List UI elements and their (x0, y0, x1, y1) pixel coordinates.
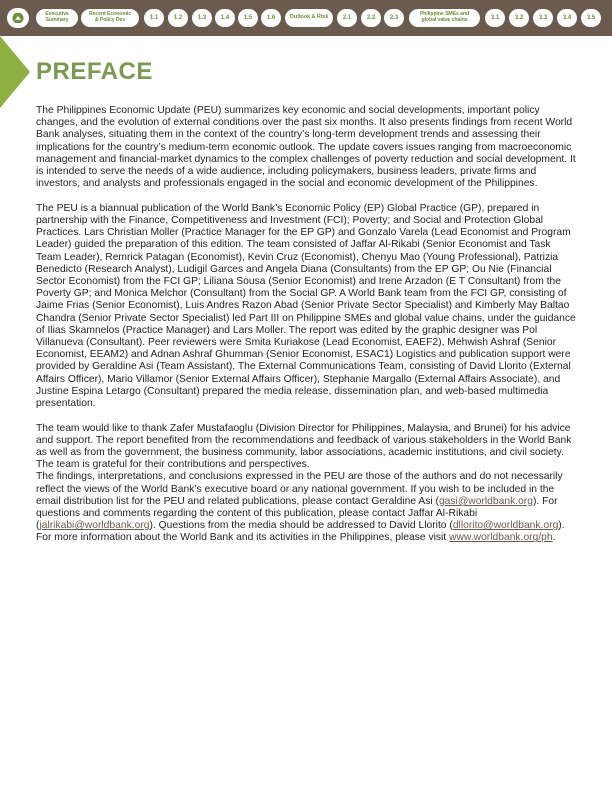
home-button[interactable] (7, 8, 29, 28)
website-link[interactable]: www.worldbank.org/ph (449, 532, 553, 544)
nav-label-line: global value chains (421, 17, 468, 23)
nav-label-line: Summary (45, 17, 69, 23)
text-segment: The findings, interpretations, and conclusions expressed in the PEU are those of the authors and do not necessarily reflect the views of the World Bank’s executive board or any national government. If you wish to be included in the email distribution list for the PEU and related publications, please contact Geraldine Asi ( (36, 471, 563, 507)
nav-section-3-5[interactable]: 3.5 (581, 9, 601, 27)
paragraph-overview: The Philippines Economic Update (PEU) summarizes key economic and social developments, important policy changes, and the evolution of external conditions over the past six months. It also presents findings from recent World Bank analyses, situating them in the context of the country’s long-term development trends and assessing their implications for the country’s medium-term economic outlook. The update covers issues ranging from macroeconomic management and financial-market dynamics to the complex challenges of poverty reduction and social development. It is intended to serve the needs of a wide audience, including policymakers, business leaders, private firms and investors, and analysts and professionals engaged in the social and economic development of the Philippines. (36, 105, 576, 190)
nav-section-3-4[interactable]: 3.4 (557, 9, 577, 27)
nav-label-line: Recent Economic (88, 11, 132, 18)
email-link-dllorito[interactable]: dllorito@worldbank.org (452, 520, 559, 532)
paragraph-disclaimer-contacts (36, 471, 578, 544)
paragraph-acknowledgements: The team would like to thank Zafer Mustafaoglu (Division Director for Philippines, Malaysia, and Brunei) for his advice and support. The report benefited from the recommendations and feedback of various stakeholders in the World Bank as well as from the government, the business community, labor associations, academic institutions, and civil society. The team is grateful for their contributions and perspectives. (36, 422, 572, 471)
nav-recent-economic-policy[interactable] (81, 9, 139, 27)
nav-outlook-risk[interactable]: Outlook & Risk (285, 9, 333, 27)
nav-section-3-2[interactable]: 3.2 (509, 9, 529, 27)
nav-label-line: Philippine SMEs and (419, 11, 470, 18)
nav-section-2-1[interactable]: 2.1 (337, 9, 357, 27)
text-segment: ). For questions and comments regarding the content of this publication, please contact Jaffar Al-Rikabi ( (36, 495, 558, 532)
nav-section-1-1[interactable]: 1.1 (144, 9, 164, 27)
up-arrow-icon (12, 13, 24, 23)
nav-section-1-2[interactable]: 1.2 (168, 9, 188, 27)
nav-label-line: & Policy Dev (94, 17, 126, 23)
paragraph-team: The PEU is a biannual publication of the World Bank’s Economic Policy (EP) Global Practice (GP), prepared in partnership with the Finance, Competitiveness and Investment (FCI); Poverty; and Social and Protection Global Practices. Lars Christian Moller (Practice Manager for the EP GP) and Gonzalo Varela (Lead Economist and Program Leader) guided the preparation of this edition. The team consisted of Jaffar Al-Rikabi (Senior Economist and Task Team Leader), Remrick Patagan (Economist), Kevin Cruz (Economist), Chenyu Mao (Young Professional), Patrizia Benedicto (Research Analyst), Ludigil Garces and Angela Diana (Consultants) from the EP GP; Ou Nie (Financial Sector Economist) from the FCI GP; Liliana Sousa (Senior Economist) and Irene Arzadon (E T Consultant) from the Poverty GP; and Monica Melchor (Consultant) from the Social GP. A World Bank team from the FCI GP, consisting of Jaime Frias (Senior Economist), Luis Andres Razon Abad (Senior Private Sector Specialist) and Kimberly May Baltao Chandra (Senior Private Sector Specialist) led Part III on Philippine SMEs and global value chains, under the guidance of Ilias Skamnelos (Practice Manager) and Lars Moller. The report was edited by the graphic designer was Pol Villanueva (Consultant). Peer reviewers were Smita Kuriakose (Lead Economist, EAEF2), Mehwish Ashraf (Senior Economist, EEAM2) and Adnan Ashraf Ghumman (Senior Economist, ESAC1) Logistics and publication support were provided by Geraldine Asi (Team Assistant). The External Communications Team, consisting of David Llorito (External Affairs Officer), Mario Villamor (Senior External Affairs Officer), Stephanie Margallo (External Affairs Associate), and Justine Espina Letargo (Consultant) prepared the media release, dissemination plan, and web-based multimedia presentation. (36, 202, 576, 410)
page-title: PREFACE (36, 58, 153, 85)
text-segment: . (552, 532, 556, 544)
nav-label-line: Executive (45, 11, 69, 18)
text-segment: ). For more information about the World Bank and its activities in the Philippines, please visit (36, 520, 565, 544)
nav-section-1-5[interactable]: 1.5 (238, 9, 258, 27)
green-triangle-marker (0, 36, 30, 108)
nav-section-1-6[interactable]: 1.6 (261, 9, 281, 27)
nav-section-2-3[interactable]: 2.3 (384, 9, 404, 27)
top-navigation-bar (0, 0, 612, 36)
email-link-gasi[interactable]: gasi@worldbank.org (438, 495, 533, 507)
nav-section-3-3[interactable]: 3.3 (533, 9, 553, 27)
text-segment: ). Questions from the media should be addressed to David Llorito ( (149, 520, 453, 532)
nav-executive-summary[interactable] (36, 9, 78, 27)
nav-section-3-1[interactable]: 3.1 (485, 9, 505, 27)
preface-body (36, 105, 578, 557)
nav-section-1-4[interactable]: 1.4 (215, 9, 235, 27)
email-link-jalrikabi[interactable]: jalrikabi@worldbank.org (39, 520, 150, 532)
nav-philippine-smes[interactable] (409, 9, 480, 27)
nav-section-2-2[interactable]: 2.2 (361, 9, 381, 27)
nav-section-1-3[interactable]: 1.3 (192, 9, 212, 27)
